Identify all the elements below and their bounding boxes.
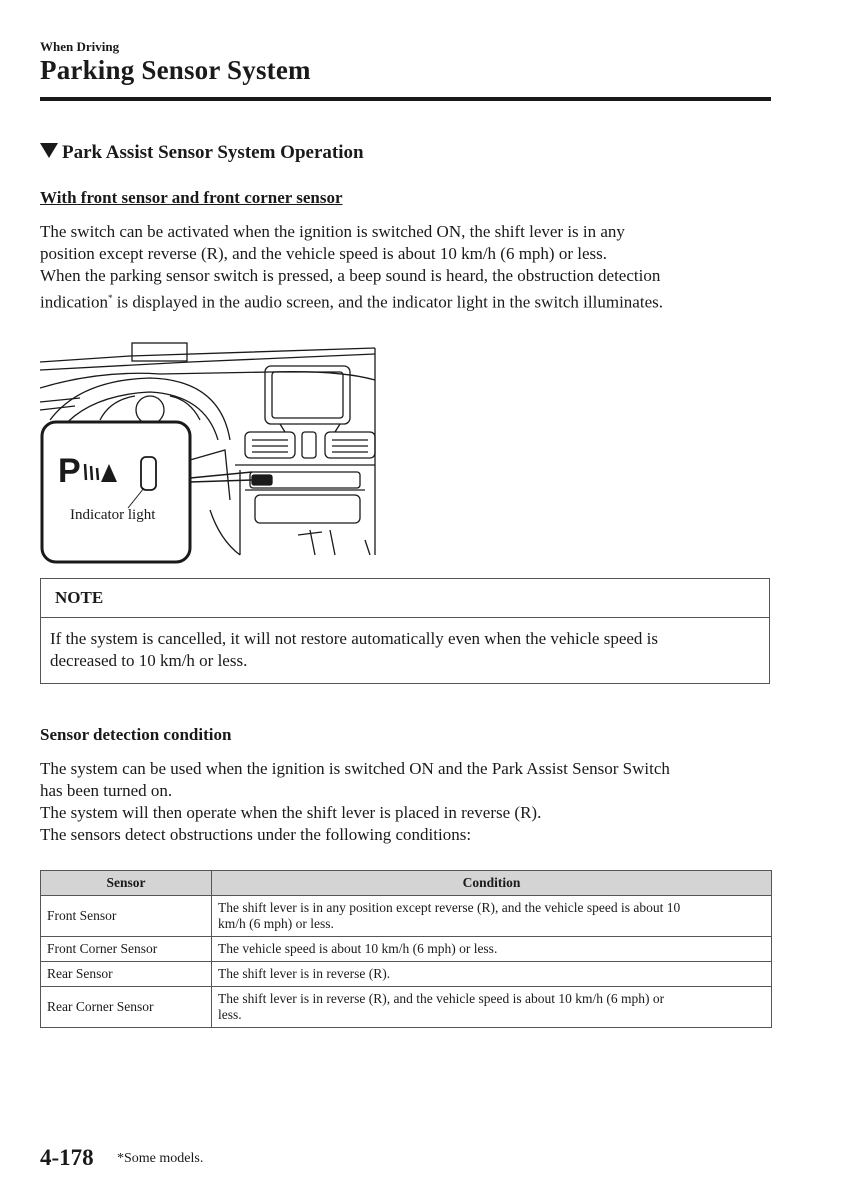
detection-paragraph [40, 758, 775, 846]
dashboard-drawing [40, 340, 380, 565]
text-line: The vehicle speed is about 10 km/h (6 mph) or less. [218, 941, 498, 956]
text-line [40, 287, 775, 314]
page-number: 4-178 [40, 1145, 94, 1170]
table-row [41, 987, 772, 1028]
text-line: The system will then operate when the shift lever is placed in reverse (R). [40, 803, 542, 822]
subsection-heading [40, 142, 364, 164]
sensor-cell: Front Corner Sensor [41, 937, 212, 962]
condition-cell [212, 987, 772, 1028]
text-line: The switch can be activated when the ignition is switched ON, the shift lever is in any [40, 222, 625, 241]
text-line: The system can be used when the ignition is switched ON and the Park Assist Sensor Switch [40, 759, 670, 778]
text-fragment: indication [40, 292, 108, 312]
text-line: has been turned on. [40, 781, 173, 800]
text-line: The shift lever is in reverse (R), and the vehicle speed is about 10 km/h (6 mph) or [218, 991, 665, 1006]
condition-cell [212, 962, 772, 987]
front-sensor-heading: With front sensor and front corner sensor [40, 188, 343, 207]
footnote-marker: * [107, 293, 113, 303]
text-line: position except reverse (R), and the vehicle speed is about 10 km/h (6 mph) or less. [40, 244, 607, 263]
footnote: *Some models. [117, 1151, 204, 1166]
section-label: When Driving [40, 39, 120, 54]
column-header-sensor: Sensor [41, 871, 212, 896]
sensor-cell: Front Sensor [41, 896, 212, 937]
sensor-condition-table [40, 870, 772, 1028]
condition-cell [212, 896, 772, 937]
indicator-light-label: Indicator light [70, 507, 156, 523]
title-rule [40, 97, 771, 101]
text-line: less. [218, 1007, 242, 1022]
text-line: The shift lever is in any position except reverse (R), and the vehicle speed is about 10 [218, 900, 681, 915]
detection-heading: Sensor detection condition [40, 725, 232, 744]
sensor-cell: Rear Corner Sensor [41, 987, 212, 1028]
table-row [41, 896, 772, 937]
condition-cell [212, 937, 772, 962]
text-line: When the parking sensor switch is pressed, a beep sound is heard, the obstruction detection [40, 266, 661, 285]
triangle-down-icon [40, 143, 58, 158]
text-fragment: is displayed in the audio screen, and the indicator light in the switch illuminates. [112, 292, 663, 312]
svg-text:P: P [58, 452, 81, 490]
text-line: If the system is cancelled, it will not restore automatically even when the vehicle speed is [50, 629, 659, 648]
note-heading: NOTE [41, 579, 769, 618]
subsection-title: Park Assist Sensor System Operation [62, 142, 364, 163]
table-header-row [41, 871, 772, 896]
column-header-condition: Condition [212, 871, 772, 896]
dashboard-illustration [40, 340, 380, 565]
text-line: km/h (6 mph) or less. [218, 916, 334, 931]
text-line: decreased to 10 km/h or less. [50, 651, 248, 670]
note-box [40, 578, 770, 684]
front-sensor-paragraph [40, 221, 775, 314]
sensor-cell: Rear Sensor [41, 962, 212, 987]
text-line: The shift lever is in reverse (R). [218, 966, 391, 981]
note-body [50, 628, 762, 672]
table-row [41, 962, 772, 987]
table-row [41, 937, 772, 962]
text-line: The sensors detect obstructions under the following conditions: [40, 825, 472, 844]
page-title: Parking Sensor System [40, 55, 311, 85]
